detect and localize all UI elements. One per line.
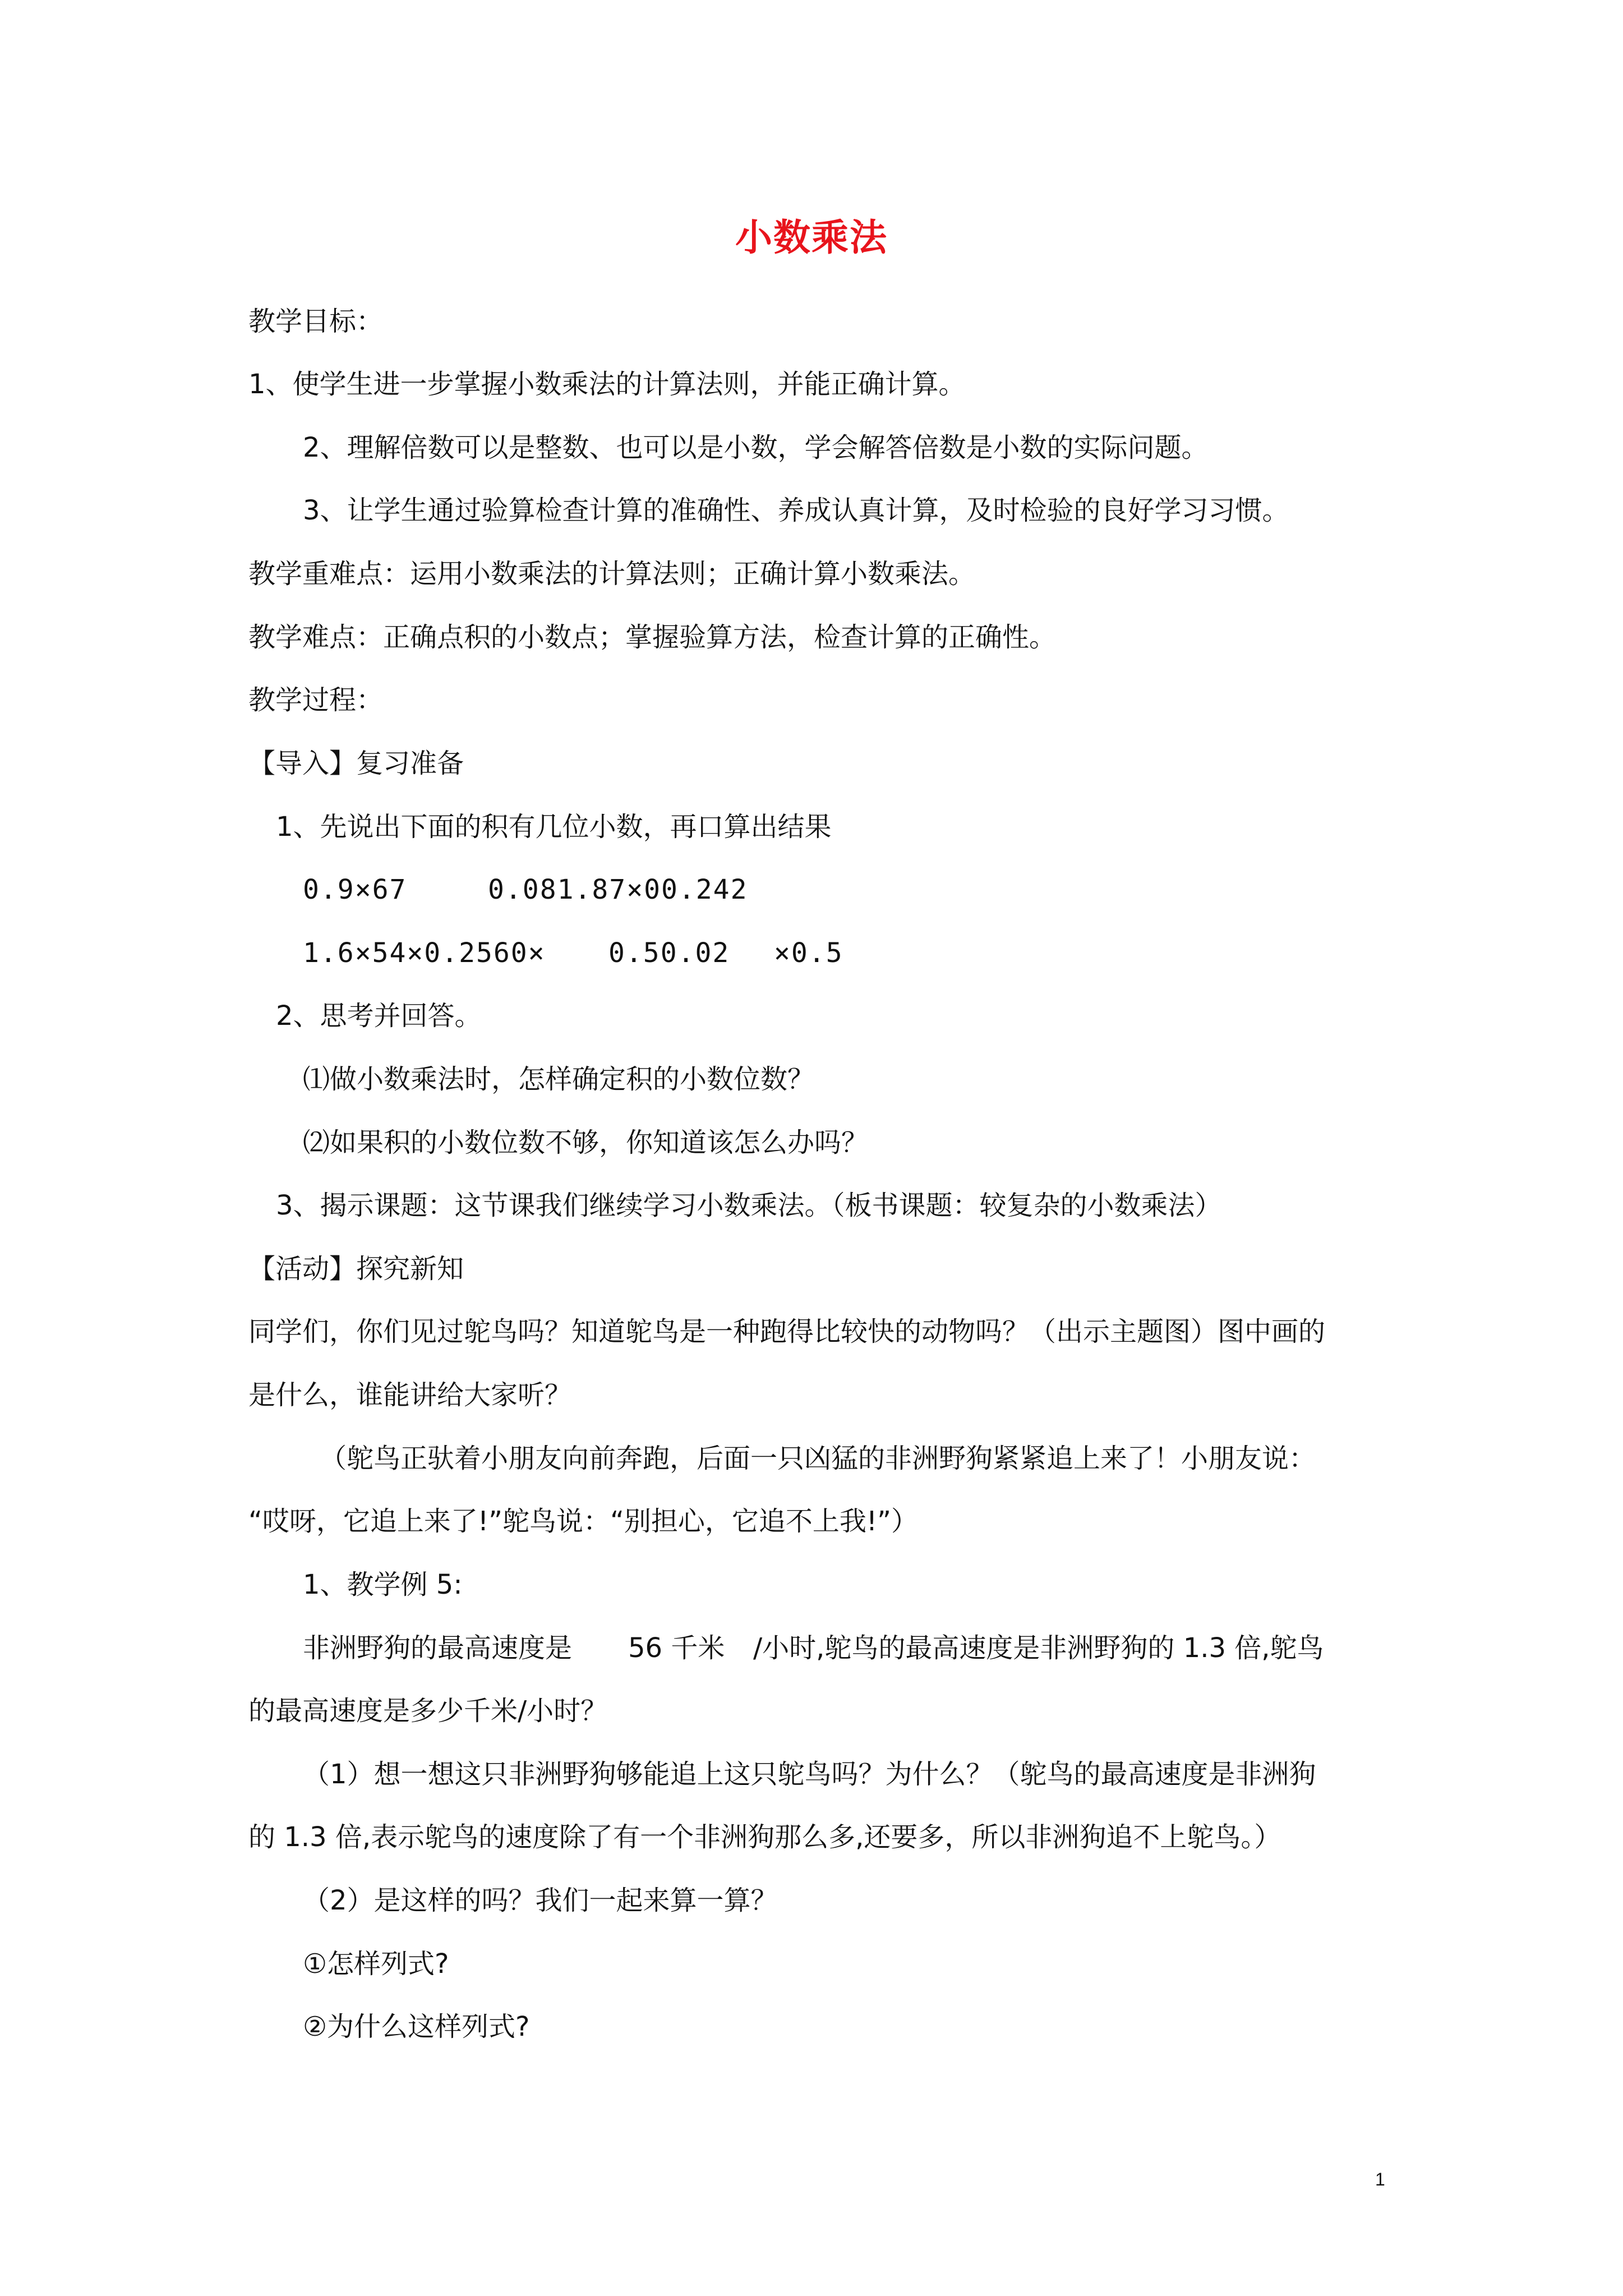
document-title: 小数乘法 xyxy=(735,215,888,259)
section-heading: 【活动】探究新知 xyxy=(248,1253,464,1285)
text-line: /小时,鸵鸟的最高速度是非洲野狗的 1.3 倍,鸵鸟 xyxy=(753,1632,1324,1664)
math-expression: ×0.5 xyxy=(774,937,843,969)
text-line: （鸵鸟正驮着小朋友向前奔跑，后面一只凶猛的非洲野狗紧紧追上来了！小朋友说： xyxy=(320,1443,1316,1474)
math-expression: 0.50.02 xyxy=(608,937,730,969)
text-line: 3、揭示课题：这节课我们继续学习小数乘法。（板书课题：较复杂的小数乘法） xyxy=(276,1190,1222,1221)
math-expression: 1.6×54×0.2560× xyxy=(303,937,546,969)
text-line: 教学目标： xyxy=(248,306,384,337)
text-line: 教学难点：正确点积的小数点；掌握验算方法，检查计算的正确性。 xyxy=(248,622,1057,653)
text-line: 非洲野狗的最高速度是 xyxy=(303,1632,573,1664)
text-line: （1）想一想这只非洲野狗够能追上这只鸵鸟吗？为什么？（鸵鸟的最高速度是非洲狗 xyxy=(303,1759,1316,1790)
text-line: 教学重难点：运用小数乘法的计算法则；正确计算小数乘法。 xyxy=(248,558,976,590)
text-line: 2、理解倍数可以是整数、也可以是小数，学会解答倍数是小数的实际问题。 xyxy=(303,432,1209,463)
text-line: 2、思考并回答。 xyxy=(276,1000,482,1032)
text-line: （2）是这样的吗？我们一起来算一算？ xyxy=(303,1885,778,1916)
text-line: 同学们，你们见过鸵鸟吗？知道鸵鸟是一种跑得比较快的动物吗？（出示主题图）图中画的 xyxy=(248,1316,1326,1347)
math-expression: 0.081.87×00.242 xyxy=(488,874,748,905)
text-line: ⑴做小数乘法时，怎样确定积的小数位数？ xyxy=(303,1064,815,1095)
text-line: 56 千米 xyxy=(628,1632,725,1664)
text-line: ②为什么这样列式? xyxy=(303,2011,530,2042)
math-expression: 0.9×67 xyxy=(303,874,407,905)
text-line: “哎呀，它追上来了!”鸵鸟说：“别担心，它追不上我!”） xyxy=(248,1506,918,1537)
text-line: 3、让学生通过验算检查计算的准确性、养成认真计算，及时检验的良好学习习惯。 xyxy=(303,495,1289,526)
text-line: ⑵如果积的小数位数不够，你知道该怎么办吗？ xyxy=(303,1127,869,1158)
text-line: 是什么，谁能讲给大家听？ xyxy=(248,1379,572,1411)
text-line: 教学过程： xyxy=(248,684,384,716)
page-number: 1 xyxy=(1375,2169,1385,2189)
text-line: 的 1.3 倍,表示鸵鸟的速度除了有一个非洲狗那么多,还要多，所以非洲狗追不上鸵鸟。） xyxy=(248,1821,1281,1853)
text-line: 1、使学生进一步掌握小数乘法的计算法则，并能正确计算。 xyxy=(248,369,966,400)
section-heading: 【导入】复习准备 xyxy=(248,748,464,779)
text-line: ①怎样列式? xyxy=(303,1948,449,1980)
text-line: 1、先说出下面的积有几位小数，再口算出结果 xyxy=(276,811,832,843)
text-line: 1、教学例 5: xyxy=(303,1569,463,1600)
text-line: 的最高速度是多少千米/小时？ xyxy=(248,1695,608,1727)
